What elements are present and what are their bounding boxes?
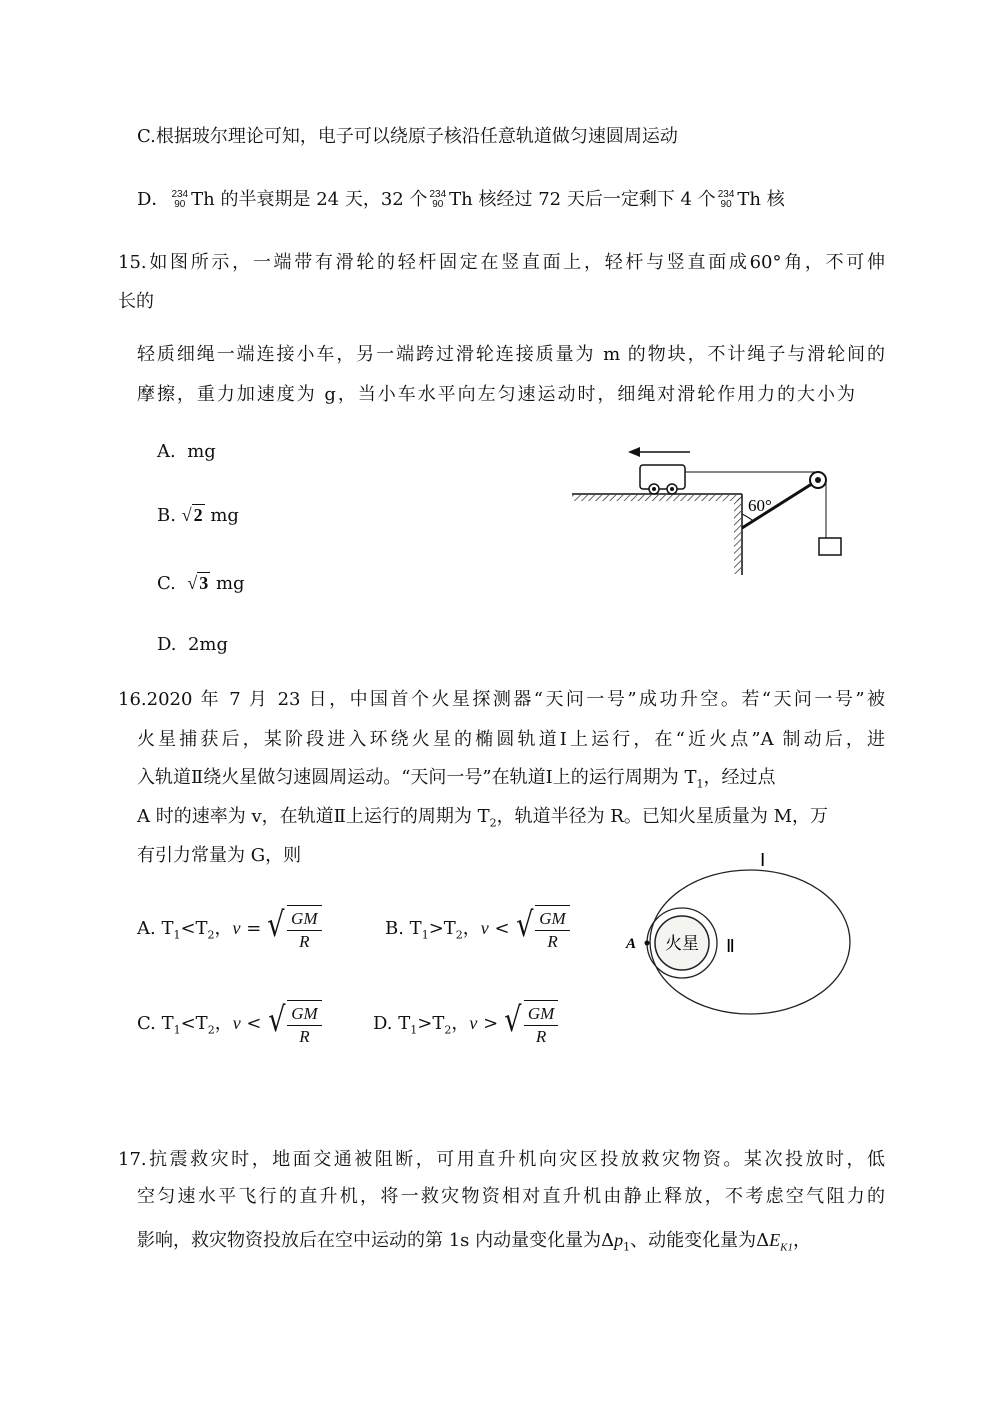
subscript: 1 xyxy=(173,1023,181,1037)
sqrt-expression: √ 2 xyxy=(181,505,203,525)
q17-stem-line xyxy=(137,1228,811,1260)
block xyxy=(819,538,841,555)
q15-option-b xyxy=(157,503,239,528)
relation: <T xyxy=(180,1013,208,1034)
option-value: mg xyxy=(210,505,239,526)
option-label: D. xyxy=(157,634,177,655)
q15-option-d xyxy=(157,633,228,657)
q15-option-a xyxy=(157,440,216,464)
subscript: 1 xyxy=(421,928,429,942)
element-symbol: Th xyxy=(449,189,473,210)
point-a xyxy=(645,941,650,946)
option-label: D． xyxy=(137,189,170,210)
numerator: GM xyxy=(535,908,569,931)
option-label: C. xyxy=(157,573,176,594)
pulley-cart-diagram xyxy=(560,430,860,590)
q15-stem-line: 轻质细绳一端连接小车，另一端跨过滑轮连接质量为 m 的物块，不计绳子与滑轮间的 xyxy=(137,344,885,365)
option-label: D. T xyxy=(373,1013,411,1034)
q16-option-c xyxy=(137,1000,322,1048)
operator: > xyxy=(483,1013,499,1034)
operator: = xyxy=(246,918,262,939)
subscript: 2 xyxy=(489,816,497,830)
subscript: 1 xyxy=(410,1023,418,1037)
numerator: GM xyxy=(524,1003,558,1026)
element-symbol: Th xyxy=(191,189,215,210)
q16-stem-line xyxy=(137,805,828,836)
denominator: R xyxy=(535,1027,547,1046)
sqrt-fraction: √ $\frac{GM}{R}$ xyxy=(265,905,321,953)
variable: v xyxy=(232,918,241,938)
separator: ， xyxy=(462,918,481,939)
text-segment: ，轨道半径为 R。已知火星质量为 M，万 xyxy=(496,806,829,827)
numerator: GM xyxy=(287,908,321,931)
variable: v xyxy=(232,1013,241,1033)
denominator: R xyxy=(547,932,558,951)
q14-option-c: C.根据玻尔理论可知，电子可以绕原子核沿任意轨道做匀速圆周运动 xyxy=(137,126,678,147)
variable: v xyxy=(469,1013,478,1033)
denominator: R xyxy=(299,932,310,951)
q16-option-b xyxy=(385,905,570,953)
sqrt-fraction: √ $\frac{GM}{R}$ xyxy=(514,905,570,953)
sqrt-fraction: √ $\frac{GM}{R}$ xyxy=(502,1000,558,1048)
subscript: 1 xyxy=(623,1240,631,1254)
q15-option-c xyxy=(157,571,245,596)
subscript: K1 xyxy=(780,1241,793,1254)
text-segment: 的半衰期是 24 天，32 个 xyxy=(220,189,428,210)
q16-stem-line: 16.2020 年 7 月 23 日，中国首个火星探测器“天问一号”成功升空。若“天问一号”被 xyxy=(118,689,885,710)
subscript: 2 xyxy=(207,928,215,942)
q14-option-d xyxy=(137,188,785,212)
operator: < xyxy=(494,918,510,939)
q16-stem-line xyxy=(137,766,775,797)
q16-option-d xyxy=(373,1000,558,1048)
q16-stem-line: 火星捕获后，某阶段进入环绕火星的椭圆轨道Ⅰ上运行，在“近火点”A 制动后，进 xyxy=(137,729,885,750)
option-value: 2mg xyxy=(187,634,229,655)
text-segment: 核经过 72 天后一定剩下 4 个 xyxy=(478,189,716,210)
option-label: A. xyxy=(157,441,176,462)
option-label: B. xyxy=(157,505,176,526)
option-label: C. T xyxy=(137,1013,174,1034)
point-a-label: A xyxy=(626,936,637,952)
option-value: mg xyxy=(215,573,245,594)
option-label: B. T xyxy=(385,918,422,939)
subscript: 2 xyxy=(455,928,463,942)
option-label: A. T xyxy=(137,918,174,939)
text-segment: 入轨道Ⅱ绕火星做匀速圆周运动。“天问一号”在轨道Ⅰ上的运行周期为 T xyxy=(137,767,697,788)
orbit-2-label: Ⅱ xyxy=(726,936,735,956)
q17-stem-line: 空匀速水平飞行的直升机，将一救灾物资相对直升机由静止释放，不考虑空气阻力的 xyxy=(137,1186,885,1207)
cart xyxy=(640,465,685,489)
numerator: GM xyxy=(287,1003,321,1026)
text-segment: ，经过点 xyxy=(703,767,776,788)
subscript: 1 xyxy=(173,928,181,942)
denominator: R xyxy=(299,1027,310,1046)
option-value: mg xyxy=(187,441,216,462)
separator: ， xyxy=(214,1013,233,1034)
radicand: 3 xyxy=(199,573,209,593)
nuclide-notation xyxy=(171,190,188,210)
q16-stem-line: 有引力常量为 G，则 xyxy=(137,845,302,866)
text-segment: A 时的速率为 v，在轨道Ⅱ上运行的周期为 T xyxy=(137,806,490,827)
relation: >T xyxy=(428,918,456,939)
sqrt-fraction: √ $\frac{GM}{R}$ xyxy=(266,1000,322,1048)
separator: ， xyxy=(214,918,233,939)
variable: E xyxy=(769,1230,781,1250)
subscript: 2 xyxy=(444,1023,452,1037)
mass-number: 234 xyxy=(717,189,735,200)
subscript: 1 xyxy=(696,777,704,791)
relation: >T xyxy=(417,1013,445,1034)
angle-label: 60° xyxy=(748,496,772,515)
atomic-number: 90 xyxy=(174,199,186,210)
mars-orbit-diagram xyxy=(610,840,860,1020)
q15-stem-line: 长的 xyxy=(118,291,154,312)
mass-number: 234 xyxy=(429,189,447,200)
variable: v xyxy=(480,918,489,938)
subscript: 2 xyxy=(207,1023,215,1037)
orbit-1-label: Ⅰ xyxy=(760,850,766,870)
radicand: 2 xyxy=(193,505,203,525)
relation: <T xyxy=(180,918,208,939)
q15-stem-line: 摩擦，重力加速度为 g，当小车水平向左匀速运动时，细绳对滑轮作用力的大小为 xyxy=(137,384,855,405)
planet-label: 火星 xyxy=(665,934,699,954)
mass-number: 234 xyxy=(171,189,189,200)
atomic-number: 90 xyxy=(432,199,444,210)
q16-option-a xyxy=(137,905,322,953)
atomic-number: 90 xyxy=(720,199,732,210)
separator: ， xyxy=(451,1013,470,1034)
nuclide-notation xyxy=(429,190,446,210)
operator: < xyxy=(246,1013,262,1034)
q15-stem-line: 15.如图所示，一端带有滑轮的轻杆固定在竖直面上，轻杆与竖直面成60°角，不可伸 xyxy=(118,252,885,273)
variable: p xyxy=(614,1230,624,1250)
element-symbol: Th xyxy=(737,189,762,210)
nuclide-notation xyxy=(718,190,735,210)
q17-stem-line: 17.抗震救灾时，地面交通被阻断，可用直升机向灾区投放救灾物资。某次投放时，低 xyxy=(118,1149,885,1170)
text-segment: 影响，救灾物资投放后在空中运动的第 1s 内动量变化量为Δ xyxy=(137,1230,615,1251)
sqrt-expression: √ 3 xyxy=(187,573,209,593)
text-segment: 核 xyxy=(766,189,785,210)
text-segment: ， xyxy=(792,1230,811,1251)
text-segment: 、动能变化量为Δ xyxy=(630,1230,770,1251)
